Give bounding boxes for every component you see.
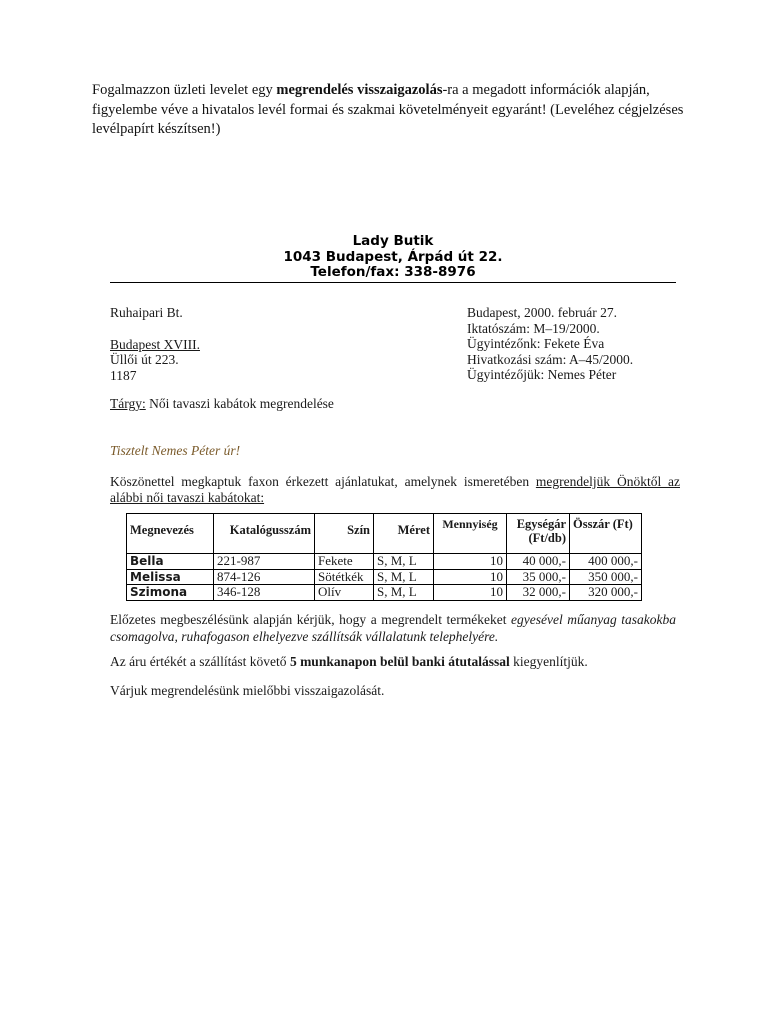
row-unit-price: 32 000,- <box>507 585 570 601</box>
payment-text-2: kiegyenlítjük. <box>509 654 588 669</box>
order-table <box>126 513 642 601</box>
recipient-street: Üllői út 223. <box>110 352 179 367</box>
table-header-row <box>127 514 642 554</box>
letterhead <box>110 234 676 281</box>
row-unit-price: 35 000,- <box>507 569 570 585</box>
row-color: Sötétkék <box>315 569 374 585</box>
row-size: S, M, L <box>374 585 434 601</box>
row-size: S, M, L <box>374 554 434 570</box>
header-color: Szín <box>315 514 374 554</box>
row-total: 350 000,- <box>570 569 642 585</box>
row-qty: 10 <box>434 554 507 570</box>
letterhead-divider <box>110 282 676 283</box>
row-qty: 10 <box>434 585 507 601</box>
payment-paragraph <box>110 654 680 670</box>
header-unit-price <box>507 514 570 554</box>
subject-label: Tárgy: <box>110 396 146 411</box>
payment-text-1: Az áru értékét a szállítást követő <box>110 654 290 669</box>
row-size: S, M, L <box>374 569 434 585</box>
recipient-zip: 1187 <box>110 367 137 383</box>
packaging-italic: egyesével műanyag tasakokba csomagolva, ruhafogason elhelyezve szállítsák vállalatunk telephelyére. <box>110 612 677 644</box>
packaging-text: Előzetes megbeszélésünk alapján kérjük, hogy a megrendelt termékeket <box>110 612 511 627</box>
subject-line <box>110 396 334 412</box>
row-unit-price: 40 000,- <box>507 554 570 570</box>
salutation: Tisztelt Nemes Péter úr! <box>110 443 241 458</box>
header-quantity: Mennyiség <box>434 514 507 554</box>
header-size: Méret <box>374 514 434 554</box>
row-code: 221-987 <box>214 554 315 570</box>
row-color: Fekete <box>315 554 374 570</box>
our-handler: Ügyintézőnk: Fekete Éva <box>467 336 605 351</box>
company-name: Lady Butik <box>352 233 434 249</box>
company-address: 1043 Budapest, Árpád út 22. <box>283 248 503 265</box>
letter-meta <box>467 305 687 383</box>
closing-paragraph: Várjuk megrendelésünk mielőbbi visszaigazolását. <box>110 683 385 698</box>
letter-date: Budapest, 2000. február 27. <box>467 305 617 320</box>
intro-underlined: megrendeljük Önöktől az alábbi női tavaszi kabátokat: <box>110 474 680 505</box>
header-name: Megnevezés <box>127 514 214 554</box>
their-handler: Ügyintézőjük: Nemes Péter <box>467 367 617 382</box>
intro-paragraph <box>110 474 680 505</box>
recipient-name: Ruhaipari Bt. <box>110 305 183 320</box>
table-row <box>127 569 642 585</box>
recipient-city: Budapest XVIII. <box>110 336 200 352</box>
packaging-paragraph <box>110 612 676 645</box>
row-code: 346-128 <box>214 585 315 601</box>
task-instruction <box>92 81 692 140</box>
row-code: 874-126 <box>214 569 315 585</box>
intro-text: Köszönettel megkaptuk faxon érkezett ajánlatukat, amelynek ismeretében <box>110 474 536 489</box>
table-row <box>127 585 642 601</box>
row-total: 320 000,- <box>570 585 642 601</box>
instruction-bold: megrendelés visszaigazolás <box>276 82 443 98</box>
header-catalog: Katalógusszám <box>214 514 315 554</box>
table-row <box>127 554 642 570</box>
header-total: Összár (Ft) <box>570 514 642 554</box>
row-color: Olív <box>315 585 374 601</box>
row-name: Melissa <box>127 569 214 585</box>
row-name: Bella <box>127 554 214 570</box>
reference-number: Iktatószám: M–19/2000. <box>467 320 600 336</box>
row-total: 400 000,- <box>570 554 642 570</box>
unit-price-line1: Egységár <box>516 517 566 531</box>
instruction-text-1: Fogalmazzon üzleti levelet egy <box>92 82 277 98</box>
payment-bold: 5 munkanapon belül banki átutalással <box>289 654 510 669</box>
recipient-block <box>110 305 370 383</box>
company-phone: Telefon/fax: 338-8976 <box>310 264 476 280</box>
row-name: Szimona <box>127 585 214 601</box>
subject-text: Női tavaszi kabátok megrendelése <box>145 396 334 411</box>
row-qty: 10 <box>434 569 507 585</box>
unit-price-line2: (Ft/db) <box>528 531 566 545</box>
their-reference: Hivatkozási szám: A–45/2000. <box>467 351 634 367</box>
instruction-text-2: -ra a megadott információk alapján, figyelembe véve a hivatalos levél formai és szakmai követelményeit egyaránt! (Leveléhez cégjelzéses levélpapírt készítsen!) <box>92 82 684 137</box>
